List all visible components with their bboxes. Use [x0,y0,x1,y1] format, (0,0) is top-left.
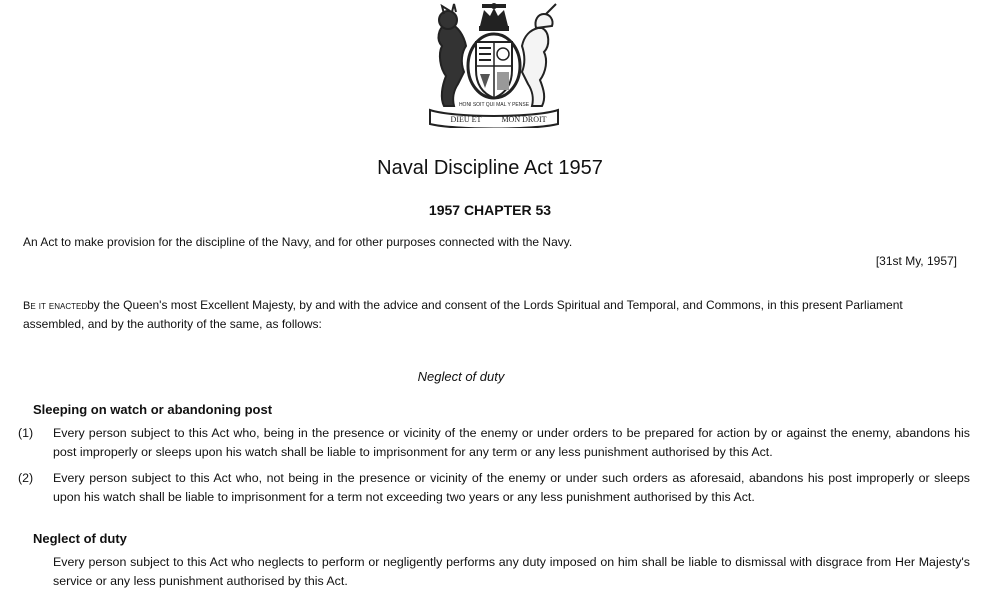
subsection-2 [18,469,970,507]
long-title: An Act to make provision for the discipline of the Navy, and for other purposes connected with the Navy. [23,235,573,249]
motto-left: DIEU ET [450,115,482,124]
enacting-lead: Be it enacted [23,300,88,312]
subsection-number: (2) [18,471,34,485]
section-text: Every person subject to this Act who neglects to perform or negligently performs any duty imposed on him shall be liable to dismissal with disgrace from Her Majesty's service or any less punishment authorised by this Act. [53,555,970,588]
section-heading-neglect-of-duty: Neglect of duty [33,531,127,546]
crown-icon [479,3,509,31]
shield-icon [459,34,530,108]
lion-icon [439,4,466,106]
act-title: Naval Discipline Act 1957 [377,157,603,179]
crossheading: Neglect of duty [417,369,505,384]
subsection-number: (1) [18,426,34,440]
royal-assent-date: [31st My, 1957] [875,254,957,268]
motto-right: MON DROIT [501,115,547,124]
royal-coat-of-arms [424,2,564,128]
section-heading-sleeping-on-watch: Sleeping on watch or abandoning post [33,402,273,417]
garter-motto: HONI SOIT QUI MAL Y PENSE [458,102,530,108]
enacting-text: by the Queen's most Excellent Majesty, by and with the advice and consent of the Lords Spiritual and Temporal, and Commons, in this present Parliament assembled, and by the authority of the same, as follows: [23,298,903,331]
subsection-text: Every person subject to this Act who, not being in the presence or vicinity of the enemy or under such orders as aforesaid, abandons his post improperly or sleeps upon his watch shall be liable to imprisonment for a term not exceeding two years or any less punishment authorised by this Act. [53,471,970,504]
unicorn-icon [522,4,556,106]
subsection-text: Every person subject to this Act who, being in the presence or vicinity of the enemy or under orders to be prepared for action by or against the enemy, abandons his post improperly or sleeps upon his watch shall be liable to imprisonment for any term or any less punishment authorised by this Act. [53,426,970,459]
motto-scroll [430,110,558,128]
subsection-1 [18,424,970,462]
enacting-formula [23,296,963,333]
chapter-number: 1957 CHAPTER 53 [428,202,552,218]
section-neglect-body [18,553,970,591]
